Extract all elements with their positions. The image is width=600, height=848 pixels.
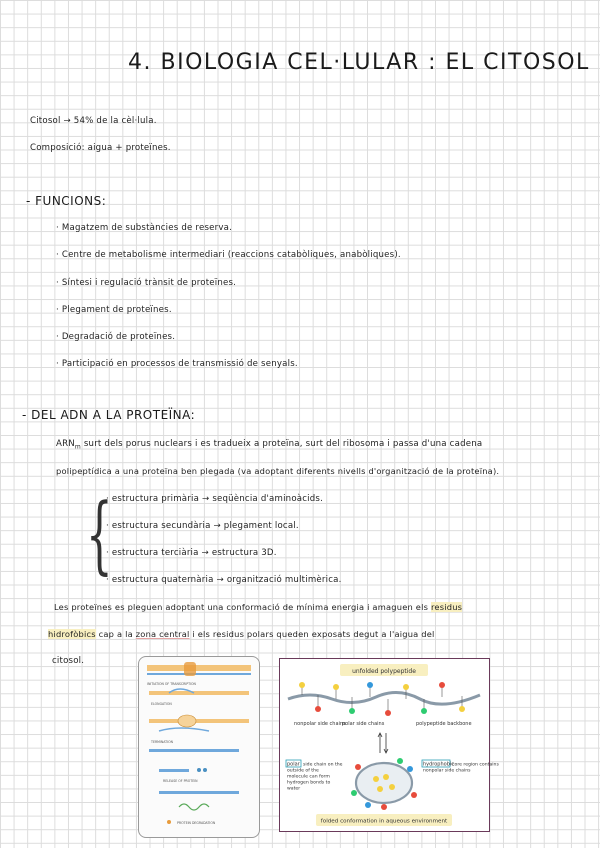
side-chains bbox=[299, 682, 465, 716]
transcription-bubble bbox=[178, 715, 196, 727]
funcions-heading: - FUNCIONS: bbox=[26, 194, 107, 208]
structure-item: · estructura quaternària → organització multimèrica. bbox=[106, 575, 342, 585]
funcio-item: · Centre de metabolisme intermediari (reaccions catabòliques, anabòliques). bbox=[56, 250, 401, 260]
dna-strand bbox=[147, 673, 251, 675]
adn-paragraph-line2: polipeptídica a una proteïna ben plegada (va adoptant diferents nivells d'organització de la proteïna). bbox=[56, 466, 500, 476]
polypeptide-chain bbox=[179, 804, 209, 810]
intro-citosol: Citosol → 54% de la cèl·lula. bbox=[30, 116, 157, 126]
dna-strand bbox=[149, 719, 249, 723]
page-title: 4. BIOLOGIA CEL·LULAR : EL CITOSOL bbox=[128, 50, 590, 75]
polar-label: polar side chains bbox=[342, 721, 385, 727]
equilibrium-arrows-icon bbox=[378, 733, 388, 753]
closing-text: Les proteïnes es pleguen adoptant una conformació de mínima energia i amaguen els bbox=[54, 602, 429, 612]
rna-strand bbox=[159, 728, 209, 731]
polar-word: polar bbox=[287, 761, 300, 768]
funcio-item: · Participació en processos de transmissió de senyals. bbox=[56, 359, 298, 369]
mrna-strand bbox=[159, 791, 239, 794]
dna-strand bbox=[147, 665, 251, 671]
dna-strand bbox=[149, 691, 249, 695]
adn-heading: - DEL ADN A LA PROTEÏNA: bbox=[22, 408, 196, 422]
ribosome bbox=[203, 768, 207, 772]
adn-paragraph-line1 bbox=[56, 439, 482, 451]
intro-composicio: Composició: aigua + proteïnes. bbox=[30, 143, 171, 153]
structure-item: · estructura primària → seqüència d'aminoàcids. bbox=[106, 494, 324, 504]
adn-paragraph-rest: surt dels porus nuclears i es tradueix a proteïna, surt del ribosoma i passa d'una cadena bbox=[80, 439, 483, 449]
rna-polymerase bbox=[184, 662, 196, 676]
polypeptide-backbone bbox=[288, 692, 480, 704]
funcio-item: · Síntesi i regulació trànsit de proteïnes. bbox=[56, 278, 237, 288]
figure-label: TERMINATION bbox=[151, 740, 173, 744]
protein-folding-figure bbox=[279, 658, 499, 832]
mrna-strand bbox=[159, 769, 189, 772]
polar-description: side chain on the outside of the molecule can form hydrogen bonds to water bbox=[287, 762, 343, 792]
closing-line1 bbox=[54, 602, 462, 612]
ribosome bbox=[197, 768, 201, 772]
structure-item: · estructura terciària → estructura 3D. bbox=[106, 548, 277, 558]
folded-protein bbox=[356, 763, 412, 803]
proteasome bbox=[167, 820, 171, 824]
unfolded-label: unfolded polypeptide bbox=[352, 668, 416, 675]
funcio-item: · Magatzem de substàncies de reserva. bbox=[56, 223, 233, 233]
folded-label: folded conformation in aqueous environment bbox=[320, 818, 448, 825]
funcio-item: · Plegament de proteïnes. bbox=[56, 305, 172, 315]
funcio-item: · Degradació de proteïnes. bbox=[56, 332, 176, 342]
nonpolar-label: nonpolar side chains bbox=[294, 721, 346, 727]
closing-text: cap a la bbox=[95, 629, 136, 639]
transcription-figure bbox=[138, 656, 260, 838]
zona-central-text: zona central bbox=[135, 629, 190, 639]
backbone-label: polypeptide backbone bbox=[416, 721, 472, 727]
figure-label: INITIATION OF TRANSCRIPTION bbox=[147, 682, 196, 686]
figure-label: PROTEIN DEGRADATION bbox=[177, 821, 216, 825]
figure-label: ELONGATION bbox=[151, 702, 172, 706]
arn-subscript: m bbox=[74, 443, 81, 451]
hydrophobic-word: hydrophobic bbox=[423, 761, 455, 768]
mrna-strand bbox=[149, 749, 239, 752]
structure-item: · estructura secundària → plegament local. bbox=[106, 521, 299, 531]
highlight-hidrofobics: hidrofòbics bbox=[48, 629, 96, 639]
figure-label: RELEASE OF PROTEIN bbox=[163, 779, 198, 783]
closing-text: i els residus polars queden exposats degut a l'aigua del bbox=[189, 629, 435, 639]
transcription-diagram bbox=[139, 657, 259, 837]
highlight-residus: residus bbox=[430, 602, 463, 612]
structure-brace: { bbox=[86, 485, 113, 583]
closing-line3: citosol. bbox=[52, 656, 85, 666]
closing-line2 bbox=[48, 629, 435, 639]
hydrophobic-description: core region contains nonpolar side chains bbox=[423, 762, 499, 774]
protein-folding-diagram bbox=[280, 659, 499, 831]
arn-text: ARN bbox=[56, 439, 75, 449]
